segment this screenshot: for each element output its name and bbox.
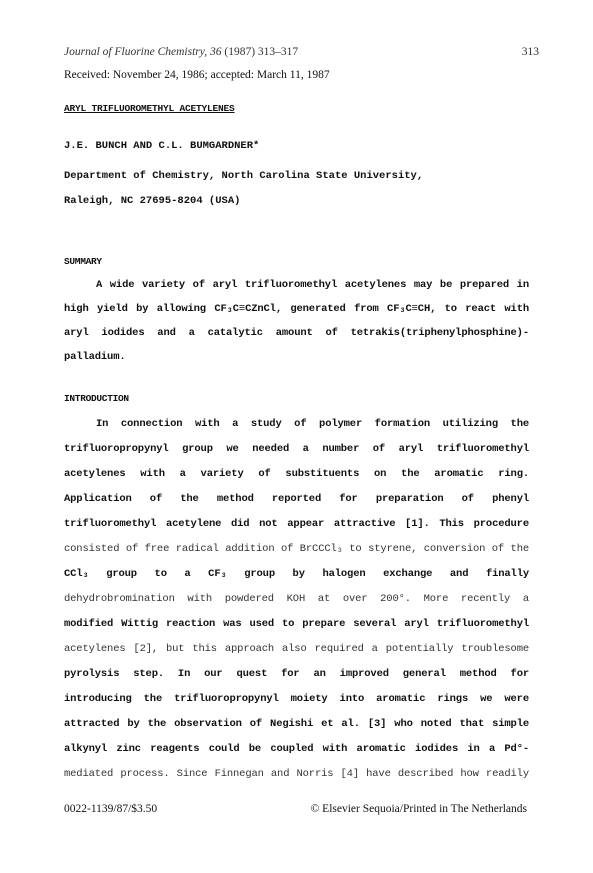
intro-line: acetylenes [2], but this approach also required a potentially troublesome: [64, 643, 529, 655]
footer-copyright: © Elsevier Sequoia/Printed in The Netherlands: [310, 803, 527, 815]
intro-line: mediated process. Since Finnegan and Norris [4] have described how readily: [64, 768, 529, 780]
journal-volume: 36: [209, 46, 222, 58]
authors: J.E. BUNCH AND C.L. BUMGARDNER*: [64, 140, 260, 152]
summary-line: high yield by allowing CF₃C≡CZnCl, generated from CF₃C≡CH, to react with: [64, 303, 529, 315]
journal-year-pages: (1987) 313–317: [224, 46, 299, 58]
intro-line: pyrolysis step. In our quest for an improved general method for: [64, 668, 529, 680]
summary-line: aryl iodides and a catalytic amount of tetrakis(triphenylphosphine)-: [64, 327, 529, 339]
intro-line: trifluoromethyl acetylene did not appear attractive [1]. This procedure: [64, 518, 529, 530]
intro-line: dehydrobromination with powdered KOH at over 200°. More recently a: [64, 593, 529, 605]
intro-line: consisted of free radical addition of BrCCCl₃ to styrene, conversion of the: [64, 543, 529, 555]
article-title: ARYL TRIFLUOROMETHYL ACETYLENES: [64, 103, 235, 114]
summary-heading: SUMMARY: [64, 256, 102, 267]
intro-line: attracted by the observation of Negishi et al. [3] who noted that simple: [64, 718, 529, 730]
intro-line: CCl₃ group to a CF₃ group by halogen exchange and finally: [64, 568, 529, 580]
introduction-heading: INTRODUCTION: [64, 393, 129, 404]
intro-line: Application of the method reported for preparation of phenyl: [64, 493, 529, 505]
summary-line: A wide variety of aryl trifluoromethyl acetylenes may be prepared in: [96, 279, 529, 291]
page-number: 313: [521, 46, 539, 58]
intro-line: alkynyl zinc reagents could be coupled with aromatic iodides in a Pd°-: [64, 743, 529, 755]
intro-line: trifluoropropynyl group we needed a number of aryl trifluoromethyl: [64, 443, 529, 455]
intro-line: modified Wittig reaction was used to prepare several aryl trifluoromethyl: [64, 618, 529, 630]
journal-name: Journal of Fluorine Chemistry,: [64, 46, 208, 58]
affiliation-line-1: Department of Chemistry, North Carolina State University,: [64, 170, 424, 182]
received-dates: Received: November 24, 1986; accepted: March 11, 1987: [64, 69, 330, 81]
summary-line: palladium.: [64, 351, 126, 363]
intro-line: In connection with a study of polymer formation utilizing the: [96, 418, 529, 430]
intro-line: introducing the trifluoropropynyl moiety into aromatic rings we were: [64, 693, 529, 705]
intro-line: acetylenes with a variety of substituents on the aromatic ring.: [64, 468, 529, 480]
journal-citation: [64, 46, 298, 58]
footer-code: 0022-1139/87/$3.50: [64, 803, 158, 815]
affiliation-line-2: Raleigh, NC 27695-8204 (USA): [64, 195, 241, 207]
